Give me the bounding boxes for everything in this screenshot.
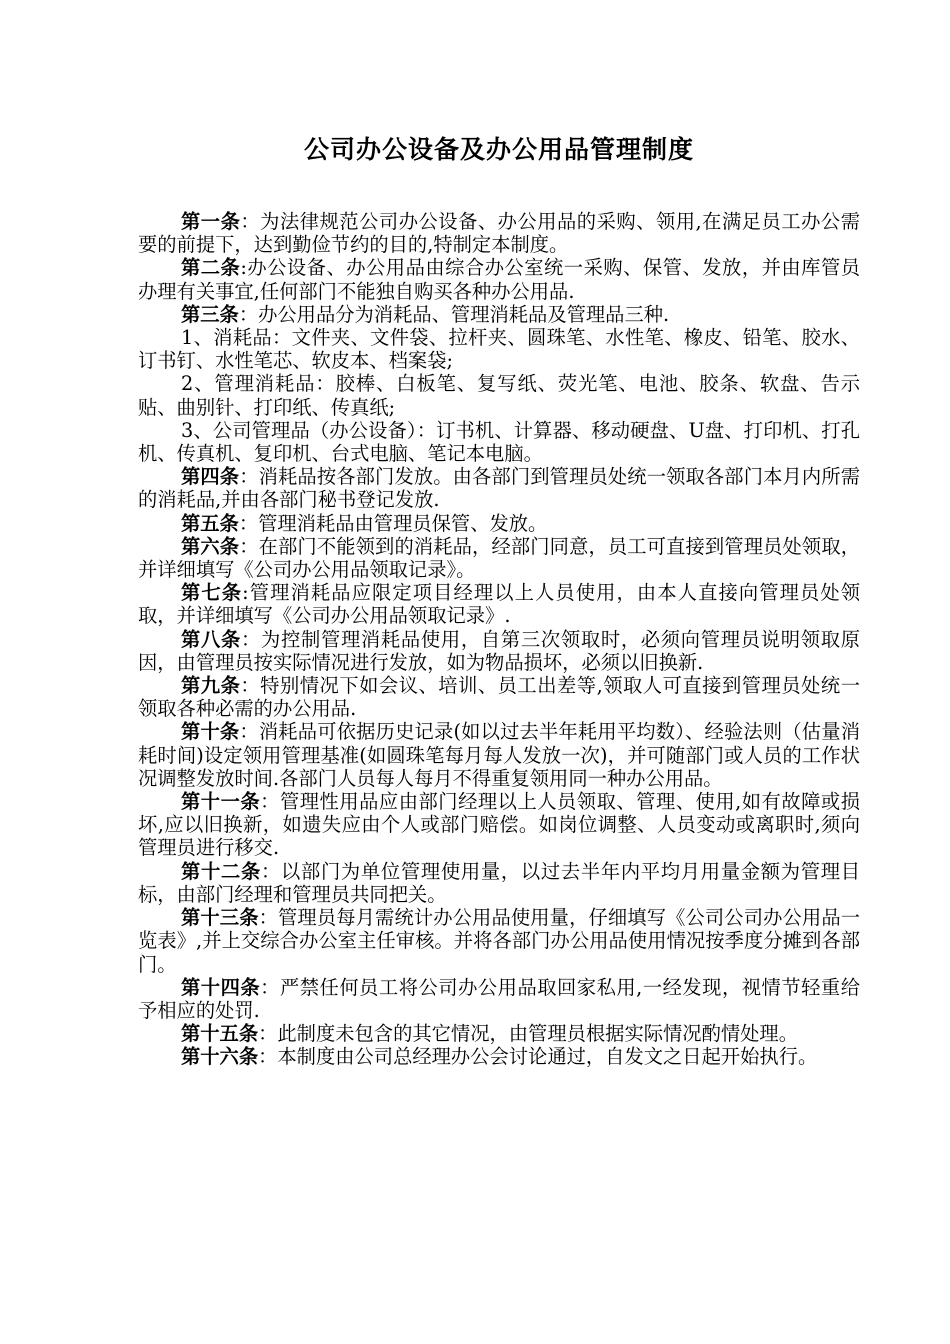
article-text: :管理消耗品应限定项目经理以上人员使用，由本人直接向管理员处领取，并详细填写《公司办公用品领取记录》. — [138, 581, 860, 628]
article-text: ：在部门不能领到的消耗品，经部门同意，员工可直接到管理员处领取，并详细填写《公司办公用品领取记录》。 — [138, 534, 861, 582]
article-10 — [138, 720, 860, 790]
article-label: 第十二条 — [181, 859, 261, 883]
article-14 — [138, 976, 860, 1022]
article-label: 第八条 — [181, 627, 241, 651]
article-label: 第三条 — [181, 302, 239, 326]
article-label: 第十四条 — [181, 975, 261, 999]
article-11 — [138, 790, 860, 860]
article-7 — [138, 581, 860, 627]
article-label: 第十条 — [181, 720, 240, 744]
article-6 — [138, 535, 860, 581]
article-3 — [138, 303, 860, 326]
article-3-item-2 — [138, 372, 860, 418]
article-12 — [138, 860, 860, 906]
article-text: ：为控制管理消耗品使用，自第三次领取时，必须向管理员说明领取原因，由管理员按实际情况进行发放，如为物品损坏，必须以旧换新. — [138, 627, 861, 674]
item-text: 1、消耗品：文件夹、文件袋、拉杆夹、圆珠笔、水性笔、橡皮、铅笔、胶水、订书钉、水性笔芯、软皮本、档案袋; — [138, 326, 860, 373]
item-text: 3、公司管理品（办公设备）：订书机、计算器、移动硬盘、U盘、打印机、打孔机、传真机、复印机、台式电脑、笔记本电脑。 — [138, 418, 860, 466]
article-3-item-3 — [138, 419, 860, 465]
article-1 — [138, 210, 860, 256]
article-text: ：严禁任何员工将公司办公用品取回家私用,一经发现，视情节轻重给予相应的处罚. — [138, 975, 860, 1022]
article-13 — [138, 906, 860, 976]
article-16 — [138, 1045, 860, 1068]
article-label: 第十三条 — [181, 906, 259, 930]
article-text: :办公设备、办公用品由综合办公室统一采购、保管、发放，并由库管员办理有关事宜,任何部门不能独自购买各种办公用品. — [138, 256, 860, 303]
article-label: 第四条 — [181, 465, 240, 489]
article-5 — [138, 512, 860, 535]
article-label: 第五条 — [181, 511, 239, 535]
article-text: ：特别情况下如会议、培训、员工出差等,领取人可直接到管理员处统一领取各种必需的办公用品. — [138, 674, 860, 721]
article-label: 第二条 — [181, 256, 241, 280]
article-label: 第十五条 — [181, 1022, 259, 1046]
article-text: ：消耗品可依据历史记录(如以过去半年耗用平均数）、经验法则（估量消耗时间)设定领用管理基准(如圆珠笔每月每人发放一次)，并可随部门或人员的工作状况调整发放时间.各部门人员每人每月不得重复领用同一种办公用品。 — [138, 720, 861, 790]
article-text: ：管理消耗品由管理员保管、发放。 — [238, 511, 548, 535]
article-text: ：以部门为单位管理使用量，以过去半年内平均月用量金额为管理目标，由部门经理和管理员共同把关。 — [138, 859, 860, 906]
article-9 — [138, 674, 860, 720]
article-3-item-1 — [138, 326, 860, 372]
article-text: ：消耗品按各部门发放。由各部门到管理员处统一领取各部门本月内所需的消耗品,并由各部门秘书登记发放. — [138, 465, 861, 512]
article-text: ：办公用品分为消耗品、管理消耗品及管理品三种. — [238, 302, 670, 326]
article-text: ：为法律规范公司办公设备、办公用品的采购、领用,在满足员工办公需要的前提下，达到勤俭节约的目的,特制定本制度。 — [138, 210, 860, 257]
article-15 — [138, 1022, 860, 1045]
article-text: ：本制度由公司总经理办公会讨论通过，自发文之日起开始执行。 — [258, 1045, 818, 1069]
document-title: 公司办公设备及办公用品管理制度 — [303, 135, 694, 164]
article-label: 第九条 — [181, 674, 241, 698]
article-text: ：管理员每月需统计办公用品使用量，仔细填写《公司公司办公用品一览表》,并上交综合办公室主任审核。并将各部门办公用品使用情况按季度分摊到各部门。 — [138, 906, 861, 976]
article-text: ：此制度未包含的其它情况，由管理员根据实际情况酌情处理。 — [258, 1022, 798, 1046]
item-text: 2、管理消耗品：胶棒、白板笔、复写纸、荧光笔、电池、胶条、软盘、告示贴、曲别针、打印纸、传真纸; — [138, 372, 860, 419]
article-label: 第十六条 — [181, 1045, 259, 1069]
article-8 — [138, 628, 860, 674]
document-body — [138, 210, 860, 1069]
article-text: ：管理性用品应由部门经理以上人员领取、管理、使用,如有故障或损坏,应以旧换新，如遗失应由个人或部门赔偿。如岗位调整、人员变动或离职时,须向管理员进行移交. — [138, 790, 860, 860]
article-label: 第六条 — [181, 534, 240, 558]
document-page — [138, 130, 860, 1069]
article-label: 第十一条 — [181, 790, 261, 814]
article-4 — [138, 465, 860, 511]
article-label: 第七条 — [181, 581, 243, 605]
article-2 — [138, 256, 860, 302]
article-label: 第一条 — [181, 210, 241, 233]
